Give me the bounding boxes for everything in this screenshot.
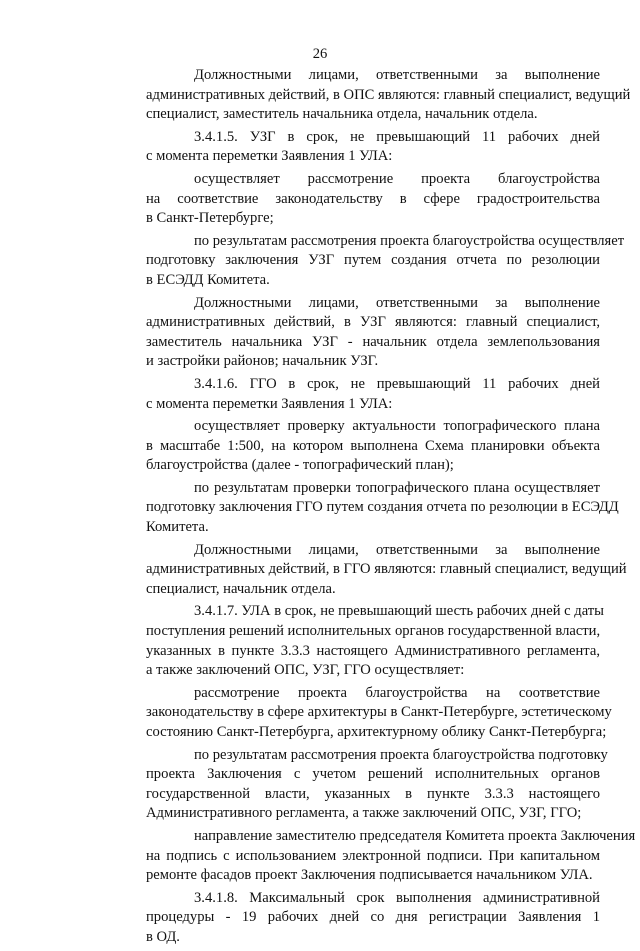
- text-line: а также заключений ОПС, УЗГ, ГГО осуществляет:: [146, 662, 465, 679]
- text-line: с момента переметки Заявления 1 УЛА:: [146, 395, 393, 412]
- text-line: осуществляет проверку актуальности топографического плана: [194, 418, 600, 435]
- text-line: государственной власти, указанных в пункте 3.3.3 настоящего: [146, 785, 600, 802]
- text-line: Административного регламента, а также заключений ОПС, УЗГ, ГГО;: [146, 805, 582, 822]
- text-line: по результатам рассмотрения проекта благоустройства подготовку: [194, 746, 608, 763]
- paragraph-uzg-officials: [98, 294, 600, 372]
- text-line: 3.4.1.5. УЗГ в срок, не превышающий 11 рабочих дней: [194, 128, 600, 145]
- text-line: в Санкт-Петербурге;: [146, 210, 274, 227]
- text-line: административных действий, в ГГО являются: главный специалист, ведущий: [146, 561, 627, 578]
- document-body: [98, 66, 636, 951]
- paragraph-uzg-conclusion: [98, 232, 625, 291]
- text-line: указанных в пункте 3.3.3 настоящего Административного регламента,: [146, 642, 600, 659]
- text-line: Должностными лицами, ответственными за выполнение: [194, 294, 600, 311]
- text-line: административных действий, в ОПС являются: главный специалист, ведущий: [146, 86, 631, 103]
- text-line: на соответствие законодательству в сфере градостроительства: [146, 190, 600, 207]
- paragraph-3-4-1-5: [98, 128, 600, 167]
- paragraph-ggo-check: [98, 417, 600, 476]
- text-line: Комитета.: [146, 519, 209, 536]
- text-line: рассмотрение проекта благоустройства на соответствие: [194, 684, 600, 701]
- text-line: Должностными лицами, ответственными за выполнение: [194, 541, 600, 558]
- text-line: на подпись с использованием электронной подписи. При капитальном: [146, 847, 600, 864]
- text-line: с момента переметки Заявления 1 УЛА:: [146, 148, 393, 165]
- text-line: и застройки районов; начальник УЗГ.: [146, 353, 379, 370]
- text-line: процедуры - 19 рабочих дней со дня регистрации Заявления 1: [146, 909, 600, 926]
- paragraph-ops-officials: [98, 66, 631, 125]
- paragraph-ggo-officials: [98, 541, 627, 600]
- text-line: в ОД.: [146, 928, 180, 945]
- text-line: административных действий, в УЗГ являются: главный специалист,: [146, 314, 600, 331]
- text-line: по результатам рассмотрения проекта благоустройства осуществляет: [194, 232, 625, 249]
- paragraph-3-4-1-8: [98, 889, 600, 948]
- text-line: в масштабе 1:500, на котором выполнена Схема планировки объекта: [146, 437, 600, 454]
- text-line: направление заместителю председателя Комитета проекта Заключения: [194, 827, 636, 844]
- text-line: подготовку заключения ГГО путем создания отчета по резолюции в ЕСЭДД: [146, 499, 619, 516]
- paragraph-3-4-1-6: [98, 375, 600, 414]
- text-line: проекта Заключения с учетом решений исполнительных органов: [146, 766, 600, 783]
- paragraph-ggo-conclusion: [98, 479, 619, 538]
- text-line: специалист, заместитель начальника отдела, начальник отдела.: [146, 106, 538, 123]
- paragraph-3-4-1-7: [98, 602, 604, 680]
- text-line: законодательству в сфере архитектуры в Санкт-Петербурге, эстетическому: [146, 704, 612, 721]
- text-line: специалист, начальник отдела.: [146, 580, 336, 597]
- paragraph-ula-draft: [98, 746, 608, 824]
- text-line: в ЕСЭДД Комитета.: [146, 271, 270, 288]
- text-line: благоустройства (далее - топографический план);: [146, 457, 454, 474]
- text-line: ремонте фасадов проект Заключения подписывается начальником УЛА.: [146, 867, 593, 884]
- text-line: подготовку заключения УЗГ путем создания отчета по резолюции: [146, 252, 600, 269]
- text-line: осуществляет рассмотрение проекта благоустройства: [194, 170, 600, 187]
- text-line: по результатам проверки топографического плана осуществляет: [194, 479, 600, 496]
- paragraph-ula-review: [98, 684, 612, 743]
- text-line: Должностными лицами, ответственными за выполнение: [194, 67, 600, 83]
- text-line: состоянию Санкт-Петербурга, архитектурному облику Санкт-Петербурга;: [146, 724, 607, 740]
- paragraph-uzg-review: [98, 170, 600, 229]
- text-line: 3.4.1.8. Максимальный срок выполнения административной: [194, 889, 600, 906]
- paragraph-ula-signature: [98, 827, 636, 886]
- text-line: 3.4.1.7. УЛА в срок, не превышающий шесть рабочих дней с даты: [194, 603, 604, 620]
- text-line: поступления решений исполнительных органов государственной власти,: [146, 623, 601, 640]
- text-line: 3.4.1.6. ГГО в срок, не превышающий 11 рабочих дней: [194, 375, 600, 392]
- page-number: 26: [312, 46, 328, 62]
- text-line: заместитель начальника УЗГ - начальник отдела землепользования: [146, 333, 600, 350]
